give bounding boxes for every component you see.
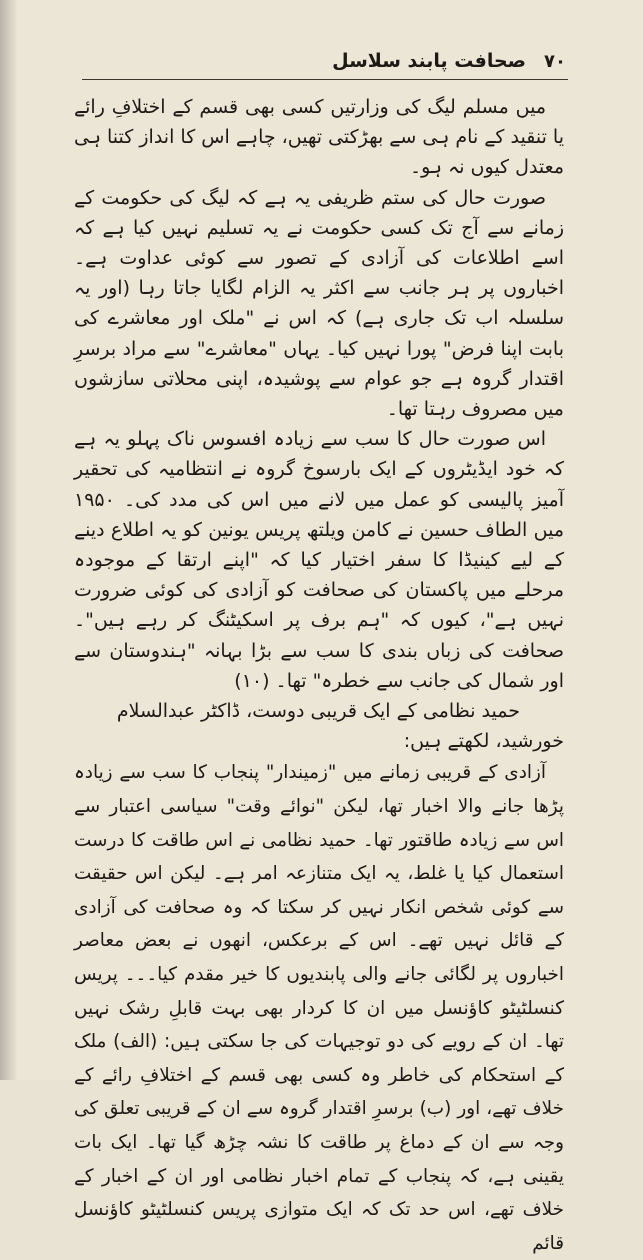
paragraph-2: صورت حال کی ستم ظریفی یہ ہے کہ لیگ کی حکومت کے زمانے سے آج تک کسی حکومت نے یہ تسلیم نہیں کیا ہے کہ اسے اطلاعات کی آزادی کے تصور سے کوئی عداوت ہے۔ اخباروں پر ہر جانب سے اکثر یہ الزام لگایا جاتا رہا (اور یہ سلسلہ اب تک جاری ہے) کہ اس نے "ملک اور معاشرے کی بابت اپنا فرض" پورا نہیں کیا۔ یہاں "معاشرے" سے مراد برسرِ اقتدار گروہ ہے جو عوام سے پوشیدہ، اپنی محلاتی سازشوں میں مصروف رہتا تھا۔ [74,186,564,421]
header-rule [82,79,568,80]
paragraph-1: میں مسلم لیگ کی وزارتیں کسی بھی قسم کے اختلافِ رائے یا تنقید کے نام ہی سے بھڑکتی تھیں، چاہے اس کا انداز کتنا ہی معتدل کیوں نہ ہو۔ [74,96,564,179]
running-title: صحافت پابند سلاسل [332,50,527,72]
page-spine-shadow [0,0,18,1080]
page-number: ۷۰ [544,50,566,72]
quote-intro: حمید نظامی کے ایک قریبی دوست، ڈاکٹر عبدالسلام خورشید، لکھتے ہیں: [116,700,564,753]
page-body [74,92,564,1260]
block-quote: آزادی کے قریبی زمانے میں "زمیندار" پنجاب کا سب سے زیادہ پڑھا جانے والا اخبار تھا، لیکن "نوائے وقت" سیاسی اعتبار سے اس سے زیادہ طاقتور تھا۔ حمید نظامی نے اس طاقت کا درست استعمال کیا یا غلط، یہ ایک متنازعہ امر ہے۔ لیکن اس حقیقت سے کوئی شخص انکار نہیں کر سکتا کہ وہ صحافت کی آزادی کے قائل نہیں تھے۔ اس کے برعکس، انھوں نے بعض معاصر اخباروں پر لگائی جانے والی پابندیوں کا خیر مقدم کیا۔۔۔ پریس کنسلٹیٹو کاؤنسل میں ان کا کردار بھی بہت قابلِ رشک نہیں تھا۔ ان کے رویے کی دو توجیہات کی جا سکتی ہیں: (الف) ملک کے استحکام کی خاطر وہ کسی بھی قسم کے اختلافِ رائے کے خلاف تھے، اور (ب) برسرِ اقتدار گروہ سے ان کے قریبی تعلق کی وجہ سے ان کے دماغ پر طاقت کا نشہ چڑھ گیا تھا۔ ایک بات یقینی ہے، کہ پنجاب کے تمام اخبار نظامی اور ان کے اخبار کے خلاف تھے، اس حد تک کہ ایک متوازی پریس کنسلٹیٹو کاؤنسل قائم [74,762,564,1254]
page-header [96,48,566,74]
paragraph-3: اس صورت حال کا سب سے زیادہ افسوس ناک پہلو یہ ہے کہ خود ایڈیٹروں کے ایک بارسوخ گروہ نے انتظامیہ کی تحقیر آمیز پالیسی کو عمل میں لانے میں اس کی مدد کی۔ ۱۹۵۰ میں الطاف حسین نے کامن ویلتھ پریس یونین کو یہ اطلاع دینے کے لیے کینیڈا کا سفر اختیار کیا کہ "اپنے ارتقا کے موجودہ مرحلے میں پاکستان کی صحافت کو آزادی کی کوئی ضرورت نہیں ہے"، کیوں کہ "ہم برف پر اسکیٹنگ کر رہے ہیں"۔ صحافت کی زباں بندی کا سب سے بڑا بہانہ "ہندوستان سے اور شمال کی جانب سے خطرہ" تھا۔ (۱۰) [74,428,564,692]
